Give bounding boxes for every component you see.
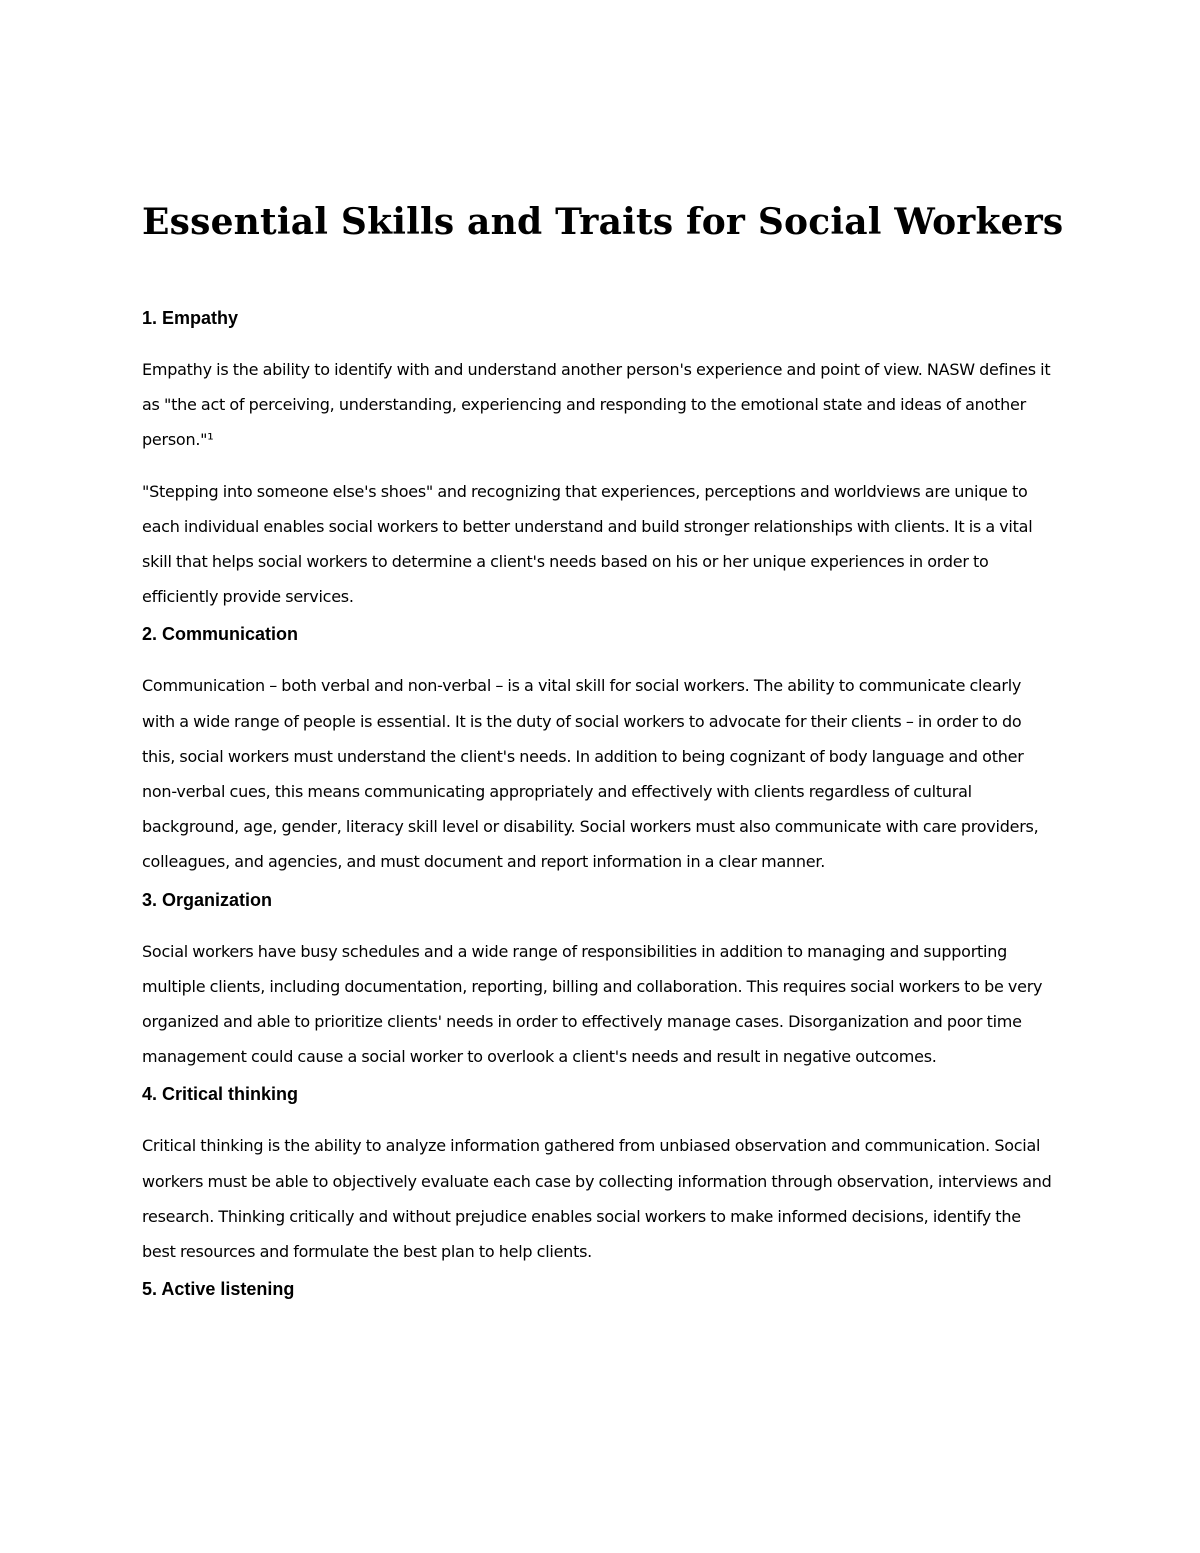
section-heading: 1. Empathy — [142, 308, 239, 328]
section-active-listening — [142, 1277, 1058, 1301]
paragraph: "Stepping into someone else's shoes" and recognizing that experiences, perceptions and worldviews are unique to each individual enables social workers to better understand and build stronger relationships with clients. It is a vital skill that helps social workers to determine a client's needs based on his or her unique experiences in order to efficiently provide services. — [142, 481, 1033, 607]
section-heading: 2. Communication — [142, 624, 299, 645]
section-communication — [142, 622, 1058, 879]
document-title: Essential Skills and Traits for Social Workers — [142, 201, 1064, 243]
section-heading: 5. Active listening — [142, 1279, 295, 1300]
paragraph: Communication – both verbal and non-verbal – is a vital skill for social workers. The ability to communicate clearly with a wide range of people is essential. It is the duty of social workers to advocate for their clients – in order to do this, social workers must understand the client's needs. In addition to being cognizant of body language and other non-verbal cues, this means communicating appropriately and effectively with clients regardless of cultural background, age, gender, literacy skill level or disability. Social workers must also communicate with care providers, colleagues, and agencies, and must document and report information in a clear manner. — [142, 676, 1039, 872]
document-page — [142, 198, 1064, 1323]
section-critical-thinking — [142, 1082, 1058, 1269]
section-heading: 3. Organization — [142, 889, 273, 910]
paragraph: Critical thinking is the ability to analyze information gathered from unbiased observation and communication. Social workers must be able to objectively evaluate each case by collecting information through observation, interviews and research. Thinking critically and without prejudice enables social workers to make informed decisions, identify the best resources and formulate the best plan to help clients. — [142, 1136, 1052, 1262]
section-empathy — [142, 306, 1058, 614]
section-organization — [142, 888, 1058, 1075]
paragraph: Social workers have busy schedules and a wide range of responsibilities in addition to managing and supporting multiple clients, including documentation, reporting, billing and collaboration. This requires social workers to be very organized and able to prioritize clients' needs in order to effectively manage cases. Disorganization and poor time management could cause a social worker to overlook a client's needs and result in negative outcomes. — [142, 941, 1043, 1067]
paragraph: Empathy is the ability to identify with and understand another person's experience and point of view. NASW defines it as "the act of perceiving, understanding, experiencing and responding to the emotional state and ideas of another person."¹ — [142, 360, 1051, 450]
section-heading: 4. Critical thinking — [142, 1084, 299, 1105]
